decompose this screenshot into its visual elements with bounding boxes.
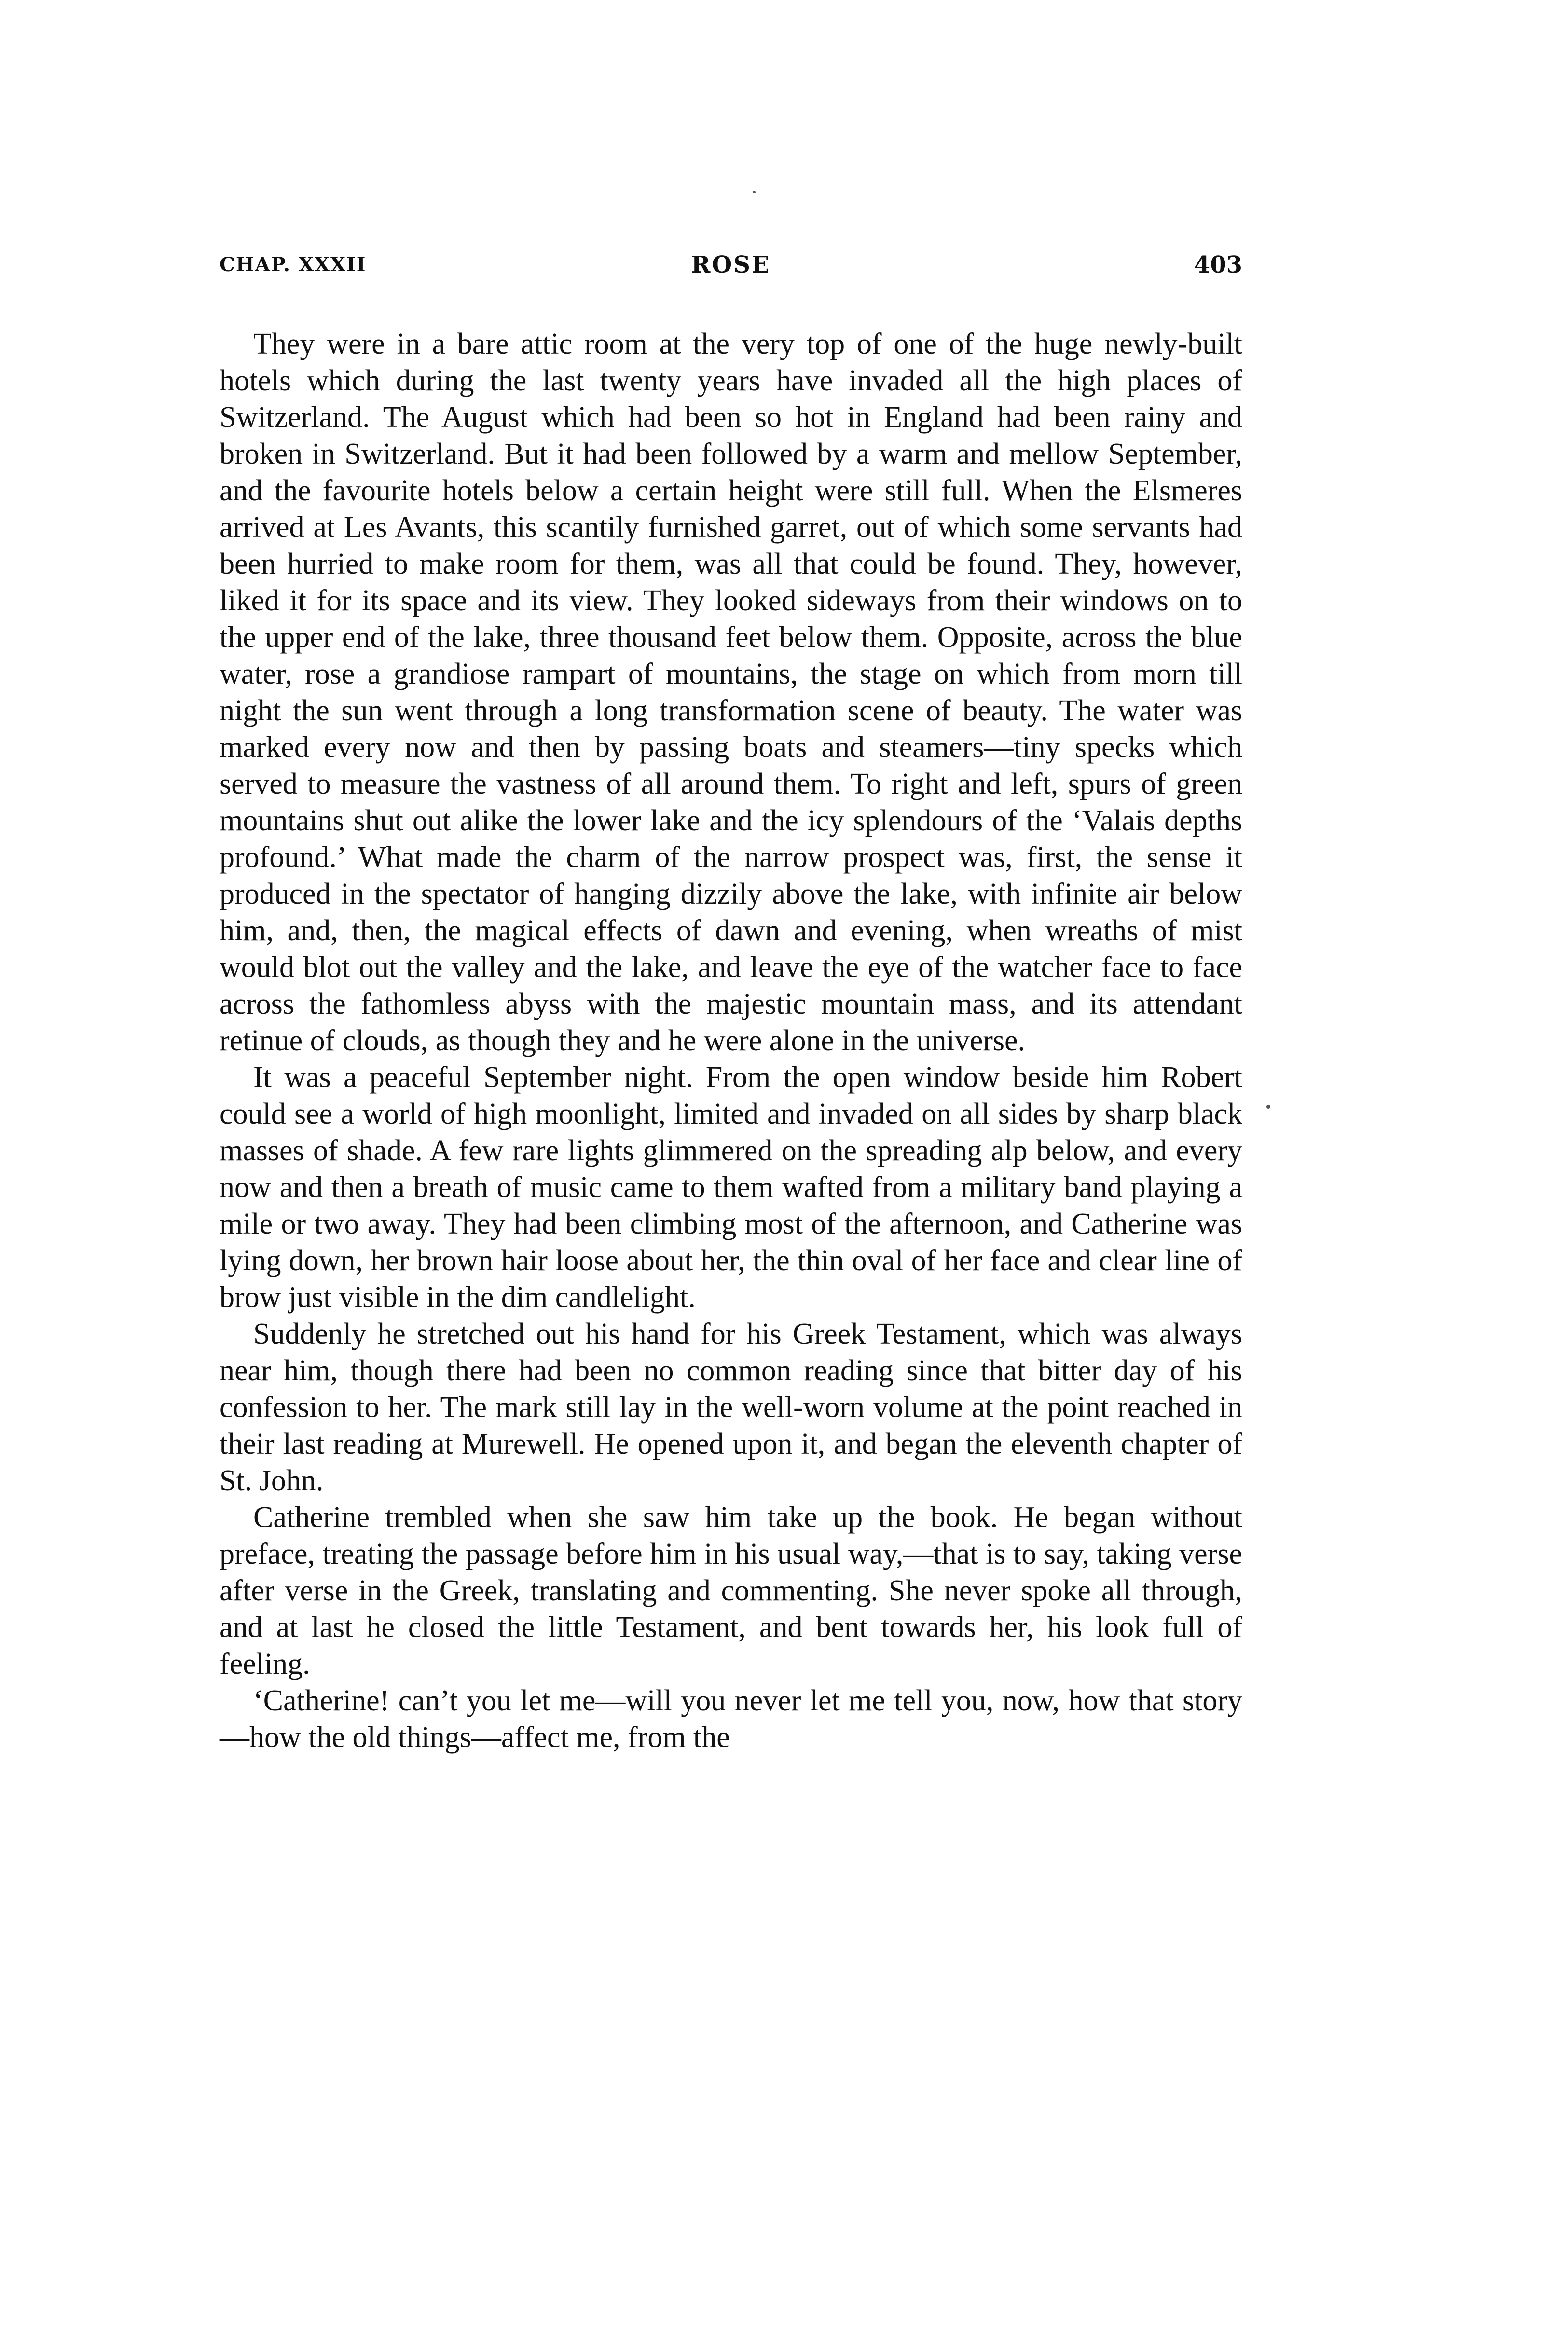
paragraph: Suddenly he stretched out his hand for his Greek Testament, which was always near him, though there had been no common reading since that bitter day of his confession to her. The mark still lay in the well-worn volume at the point reached in their last reading at Murewell. He opened upon it, and began the eleventh chapter of St. John. (220, 1318, 1242, 1497)
paragraph: It was a peaceful September night. From the open window beside him Robert could see a world of high moonlight, limited and invaded on all sides by sharp black masses of shade. A few rare lights glimmered on the spreading alp below, and every now and then a breath of music came to them wafted from a military band playing a mile or two away. They had been climbing most of the afternoon, and Catherine was lying down, her brown hair loose about her, the thin oval of her face and clear line of brow just visible in the dim candlelight. (220, 1061, 1242, 1314)
book-page (220, 253, 1242, 1756)
body-text (220, 326, 1242, 1756)
page-number: 403 (1194, 251, 1242, 278)
page-speck (753, 191, 756, 193)
paragraph: Catherine trembled when she saw him take up the book. He began without preface, treating the passage before him in his usual way,—that is to say, taking verse after verse in the Greek, translating and commenting. She never spoke all through, and at last he closed the little Testament, and bent towards her, his look full of feeling. (220, 1501, 1242, 1680)
paragraph: ‘Catherine! can’t you let me—will you never let me tell you, now, how that story—how the old things—affect me, from the (220, 1684, 1242, 1754)
chapter-label: CHAP. XXXII (220, 253, 367, 276)
running-title: ROSE (691, 251, 771, 278)
paragraph: They were in a bare attic room at the very top of one of the huge newly-built hotels which during the last twenty years have invaded all the high places of Switzerland. The August which had been so hot in England had been rainy and broken in Switzerland. But it had been followed by a warm and mellow September, and the favourite hotels below a certain height were still full. When the Elsmeres arrived at Les Avants, this scantily furnished garret, out of which some servants had been hurried to make room for them, was all that could be found. They, however, liked it for its space and its view. They looked sideways from their windows on to the upper end of the lake, three thousand feet below them. Opposite, across the blue water, rose a grandiose rampart of mountains, the stage on which from morn till night the sun went through a long transformation scene of beauty. The water was marked every now and then by passing boats and steamers—tiny specks which served to measure the vastness of all around them. To right and left, spurs of green mountains shut out alike the lower lake and the icy splendours of the ‘Valais depths profound.’ What made the charm of the narrow prospect was, first, the sense it produced in the spectator of hanging dizzily above the lake, with infinite air below him, and, then, the magical effects of dawn and evening, when wreaths of mist would blot out the valley and the lake, and leave the eye of the watcher face to face across the fathomless abyss with the majestic mountain mass, and its attendant retinue of clouds, as though they and he were alone in the universe. (220, 328, 1242, 1057)
running-head (220, 253, 1242, 292)
page-speck (1266, 1105, 1270, 1109)
